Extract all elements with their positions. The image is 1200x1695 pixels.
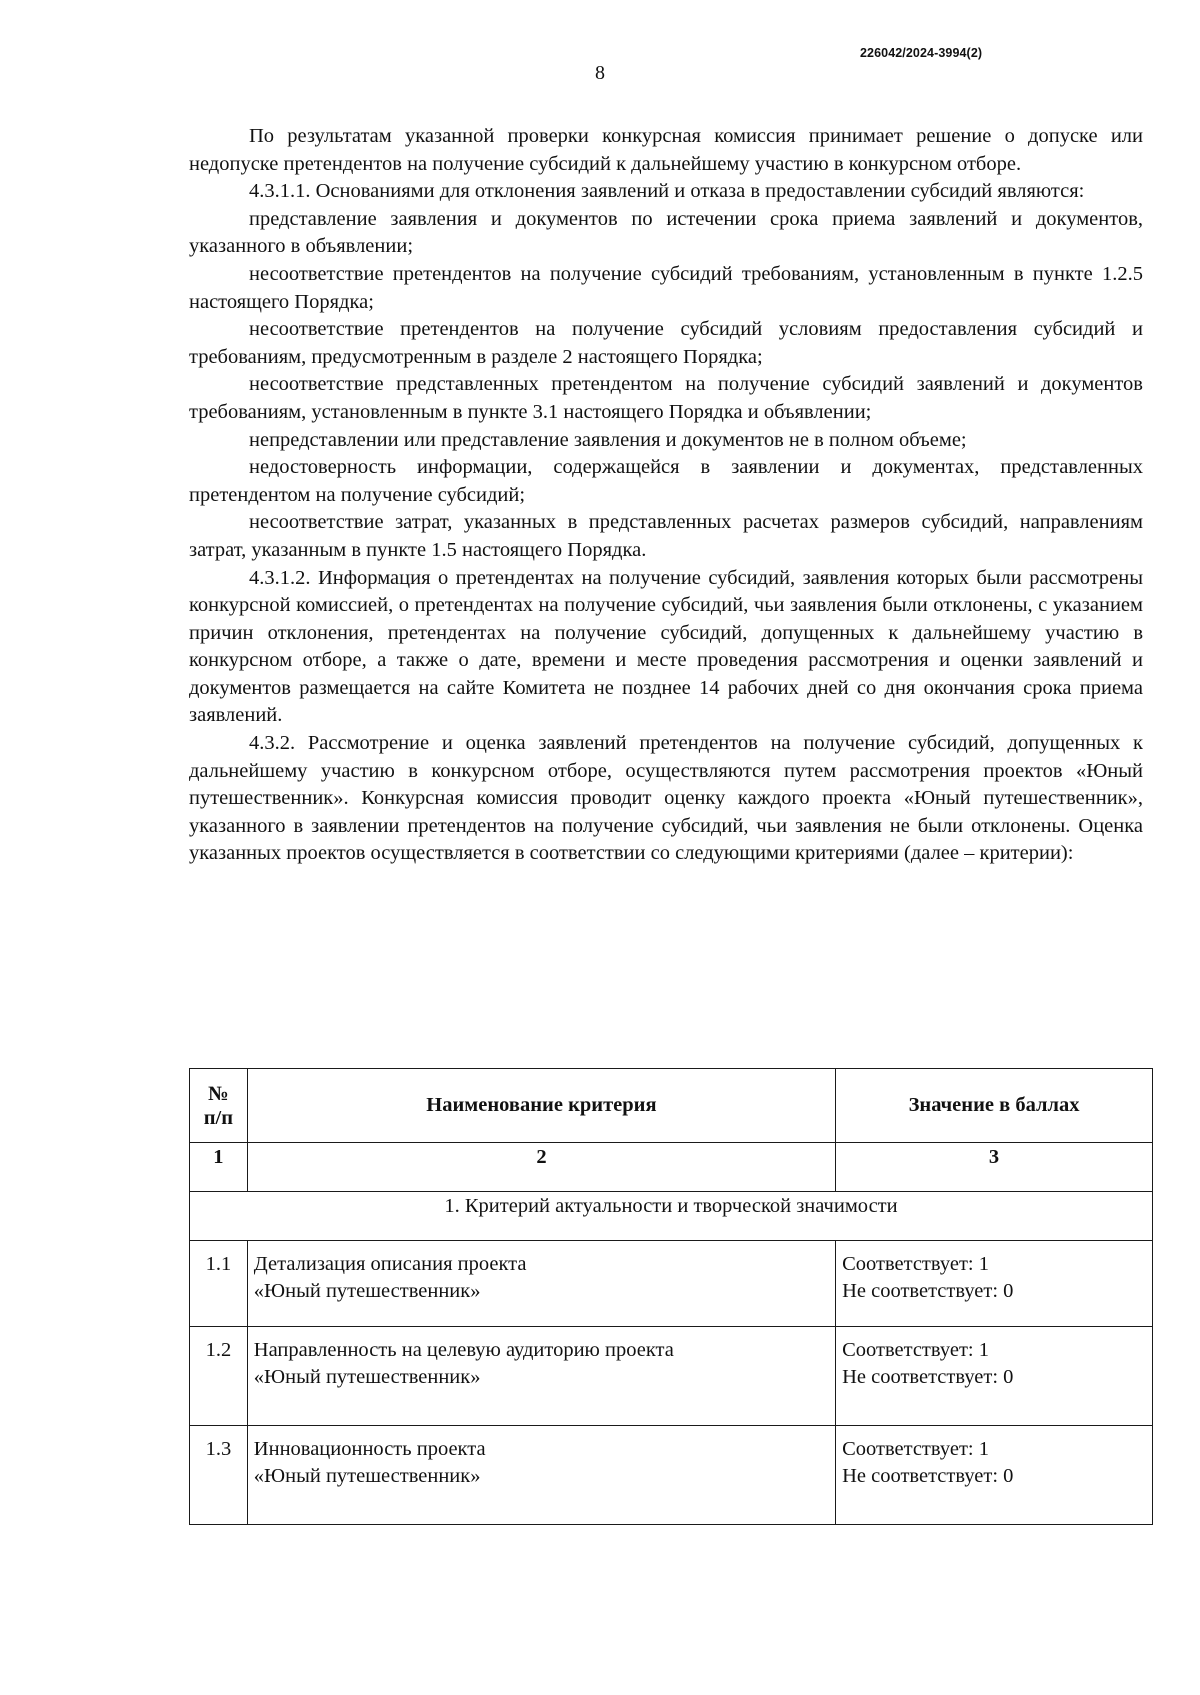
paragraph: несоответствие представленных претендентом на получение субсидий заявлений и документов требованиям, установленным в пункте 3.1 настоящего Порядка и объявлении; <box>189 373 1143 423</box>
criteria-table <box>189 1068 1153 1525</box>
paragraph: несоответствие претендентов на получение субсидий требованиям, установленным в пункте 1.2.5 настоящего Порядка; <box>189 262 1143 313</box>
column-index-cell: 3 <box>836 1143 1153 1192</box>
score-match-line: Соответствует: 1 <box>842 1253 989 1275</box>
header-criterion-name: Наименование критерия <box>247 1069 835 1143</box>
row-number: 1.3 <box>190 1426 248 1525</box>
criterion-name-line: Детализация описания проекта <box>253 1253 527 1275</box>
column-index-cell: 1 <box>190 1143 248 1192</box>
column-index-row <box>190 1143 1153 1192</box>
criterion-name-line: «Юный путешественник» <box>253 1280 481 1302</box>
table-row <box>190 1241 1153 1327</box>
section-heading: 1. Критерий актуальности и творческой значимости <box>190 1192 1153 1241</box>
criterion-name-line: Направленность на целевую аудиторию проекта <box>253 1339 674 1361</box>
score-mismatch-line: Не соответствует: 0 <box>842 1366 1014 1388</box>
criterion-name-line: «Юный путешественник» <box>253 1366 481 1388</box>
header-number-cell <box>190 1069 248 1143</box>
criterion-name-line: «Юный путешественник» <box>253 1465 481 1487</box>
criterion-score <box>836 1327 1153 1426</box>
paragraph: 4.3.2. Рассмотрение и оценка заявлений претендентов на получение субсидий, допущенных к дальнейшему участию в конкурсном отборе, осуществляются путем рассмотрения проектов «Юный путешественник». Конкурсная комиссия проводит оценку каждого проекта «Юный путешественник», указанного в заявлении претендентов на получение субсидий, чьи заявления не были отклонены. Оценка указанных проектов осуществляется в соответствии со следующими критериями (далее – критерии): <box>189 732 1143 865</box>
row-number: 1.2 <box>190 1327 248 1426</box>
header-number-abbrev: п/п <box>203 1106 234 1129</box>
paragraph: По результатам указанной проверки конкурсная комиссия принимает решение о допуске или недопуске претендентов на получение субсидий к дальнейшему участию в конкурсном отборе. <box>189 125 1143 175</box>
section-heading-row <box>190 1192 1153 1241</box>
score-match-line: Соответствует: 1 <box>842 1339 989 1361</box>
column-index-cell: 2 <box>247 1143 835 1192</box>
score-match-line: Соответствует: 1 <box>842 1438 989 1460</box>
paragraph: 4.3.1.1. Основаниями для отклонения заявлений и отказа в предоставлении субсидий являются: <box>249 180 1085 203</box>
table-row <box>190 1426 1153 1525</box>
document-body <box>189 123 1143 868</box>
criterion-name <box>247 1327 835 1426</box>
paragraph: 4.3.1.2. Информация о претендентах на получение субсидий, заявления которых были рассмотрены конкурсной комиссией, о претендентах на получение субсидий, чьи заявления были отклонены, с указанием причин отклонения, претендентах на получение субсидий, допущенных к дальнейшему участию в конкурсном отборе, а также о дате, времени и месте проведения рассмотрения и оценки заявлений и документов размещается на сайте Комитета не позднее 14 рабочих дней со дня окончания срока приема заявлений. <box>189 566 1143 727</box>
paragraph: несоответствие претендентов на получение субсидий условиям предоставления субсидий и требованиям, предусмотренным в разделе 2 настоящего Порядка; <box>189 318 1143 368</box>
paragraph: несоответствие затрат, указанных в представленных расчетах размеров субсидий, направлениям затрат, указанным в пункте 1.5 настоящего Порядка. <box>189 511 1143 561</box>
header-score-value: Значение в баллах <box>836 1069 1153 1143</box>
paragraph: недостоверность информации, содержащейся в заявлении и документах, представленных претендентом на получение субсидий; <box>189 456 1143 506</box>
paragraph: непредставлении или представление заявления и документов не в полном объеме; <box>249 428 967 451</box>
row-number: 1.1 <box>190 1241 248 1327</box>
score-mismatch-line: Не соответствует: 0 <box>842 1465 1014 1487</box>
criterion-score <box>836 1241 1153 1327</box>
criterion-score <box>836 1426 1153 1525</box>
criterion-name-line: Инновационность проекта <box>253 1438 486 1460</box>
document-registration-number: 226042/2024-3994(2) <box>860 46 983 60</box>
paragraph: представление заявления и документов по истечении срока приема заявлений и документов, указанного в объявлении; <box>189 207 1143 258</box>
score-mismatch-line: Не соответствует: 0 <box>842 1280 1014 1302</box>
criterion-name <box>247 1426 835 1525</box>
criterion-name <box>247 1241 835 1327</box>
table-row <box>190 1327 1153 1426</box>
table-header-row <box>190 1069 1153 1143</box>
page-number: 8 <box>595 62 605 84</box>
header-number-symbol: № <box>208 1082 229 1105</box>
